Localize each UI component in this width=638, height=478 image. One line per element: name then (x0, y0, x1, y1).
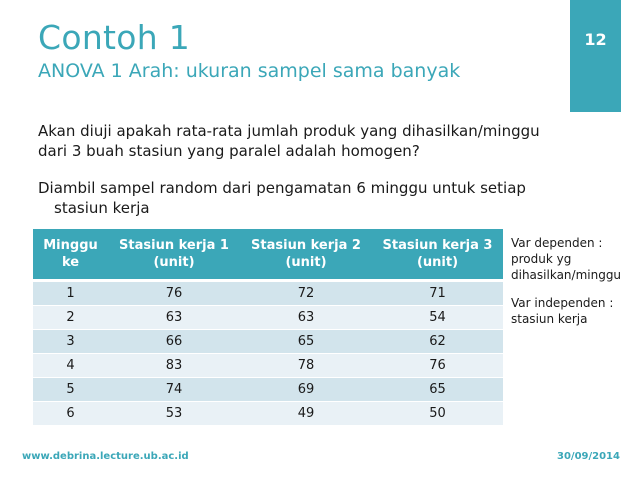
header-week: Minggu ke (33, 229, 108, 281)
cell-week: 5 (33, 378, 108, 402)
cell-station-1: 76 (108, 281, 240, 306)
cell-station-2: 65 (240, 330, 372, 354)
cell-station-3: 62 (372, 330, 503, 354)
slide-number: 12 (584, 30, 607, 49)
table-row (33, 354, 503, 378)
slide-number-box (570, 0, 621, 112)
slide-subtitle: ANOVA 1 Arah: ukuran sampel sama banyak (38, 60, 461, 82)
cell-station-1: 74 (108, 378, 240, 402)
cell-week: 2 (33, 306, 108, 330)
cell-station-3: 65 (372, 378, 503, 402)
cell-station-1: 53 (108, 402, 240, 426)
production-table (33, 229, 503, 425)
cell-week: 4 (33, 354, 108, 378)
independent-variable-note: Var independen : stasiun kerja (511, 296, 614, 326)
sampling-statement-line1: Diambil sampel random dari pengamatan 6 minggu untuk setiap (38, 179, 526, 197)
sampling-statement (38, 178, 568, 218)
footer-date: 30/09/2014 (557, 451, 620, 462)
cell-station-1: 66 (108, 330, 240, 354)
cell-station-3: 50 (372, 402, 503, 426)
table-row (33, 281, 503, 306)
cell-station-1: 83 (108, 354, 240, 378)
table-row (33, 330, 503, 354)
problem-statement: Akan diuji apakah rata-rata jumlah produk yang dihasilkan/minggu dari 3 buah stasiun yang paralel adalah homogen? (38, 122, 540, 160)
cell-station-2: 63 (240, 306, 372, 330)
footer-website: www.debrina.lecture.ub.ac.id (22, 451, 189, 462)
dependent-variable-note: Var dependen : produk yg dihasilkan/minggu (511, 236, 622, 282)
cell-station-2: 72 (240, 281, 372, 306)
cell-week: 3 (33, 330, 108, 354)
cell-week: 6 (33, 402, 108, 426)
slide-title: Contoh 1 (38, 18, 191, 57)
header-station-1: Stasiun kerja 1 (unit) (108, 229, 240, 281)
cell-station-2: 78 (240, 354, 372, 378)
cell-station-3: 54 (372, 306, 503, 330)
cell-station-3: 71 (372, 281, 503, 306)
table-header-row (33, 229, 503, 281)
header-station-3: Stasiun kerja 3 (unit) (372, 229, 503, 281)
cell-station-1: 63 (108, 306, 240, 330)
table-row (33, 306, 503, 330)
cell-station-2: 49 (240, 402, 372, 426)
sampling-statement-line2: stasiun kerja (54, 199, 150, 217)
table-row (33, 402, 503, 426)
cell-station-3: 76 (372, 354, 503, 378)
header-station-2: Stasiun kerja 2 (unit) (240, 229, 372, 281)
table-row (33, 378, 503, 402)
cell-station-2: 69 (240, 378, 372, 402)
cell-week: 1 (33, 281, 108, 306)
